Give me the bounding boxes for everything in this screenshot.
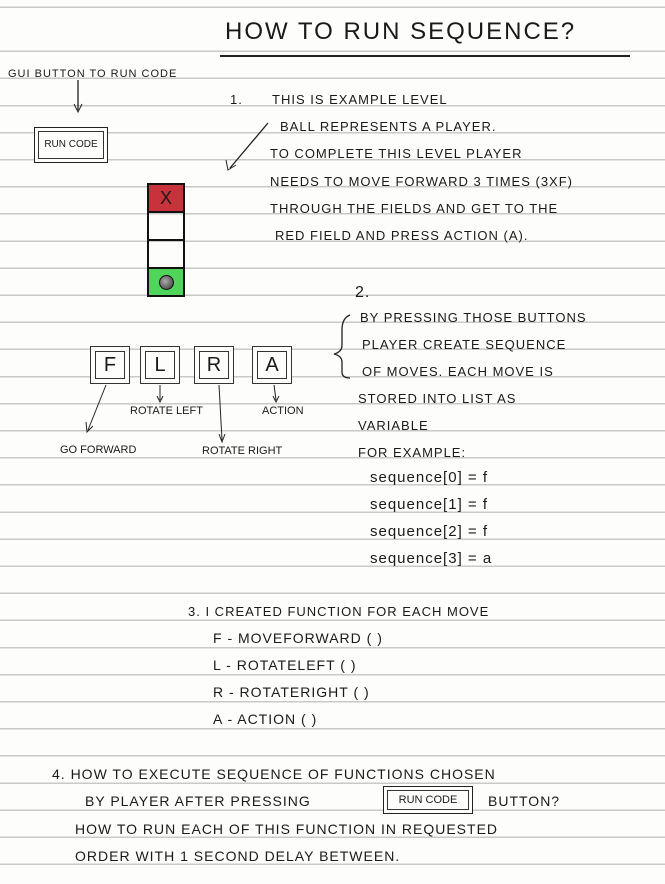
start-field bbox=[147, 267, 185, 297]
key-label: R bbox=[206, 353, 222, 376]
run-code-button-inline[interactable] bbox=[383, 786, 473, 814]
page-title: HOW TO RUN SEQUENCE? bbox=[225, 18, 577, 45]
sequence-item: sequence[3] = a bbox=[370, 550, 493, 567]
function-item: R - ROTATERIGHT ( ) bbox=[213, 684, 370, 700]
key-label: L bbox=[154, 353, 166, 376]
section-1-line: RED FIELD AND PRESS ACTION (A). bbox=[275, 228, 529, 243]
section-1-line: TO COMPLETE THIS LEVEL PLAYER bbox=[270, 146, 523, 161]
section-1-line: THROUGH THE FIELDS AND GET TO THE bbox=[270, 201, 559, 216]
section-2-line: STORED INTO LIST AS bbox=[358, 391, 517, 406]
section-1-line: NEEDS TO MOVE FORWARD 3 TIMES (3XF) bbox=[270, 174, 573, 189]
action-label: ACTION bbox=[262, 405, 304, 417]
section-3-heading: 3. I CREATED FUNCTION FOR EACH MOVE bbox=[188, 604, 490, 619]
section-2-line: OF MOVES. EACH MOVE IS bbox=[362, 364, 554, 379]
section-2-line: BY PRESSING THOSE BUTTONS bbox=[360, 310, 587, 325]
section-2-line: VARIABLE bbox=[358, 418, 429, 433]
forward-key[interactable] bbox=[90, 346, 130, 384]
action-key[interactable] bbox=[252, 346, 292, 384]
section-1-line: BALL REPRESENTS A PLAYER. bbox=[280, 119, 497, 134]
function-item: F - MOVEFORWARD ( ) bbox=[213, 630, 383, 646]
section-4-line: 4. HOW TO EXECUTE SEQUENCE OF FUNCTIONS CHOSEN bbox=[52, 766, 496, 782]
rotate-right-label: ROTATE RIGHT bbox=[202, 445, 283, 457]
function-item: A - ACTION ( ) bbox=[213, 711, 318, 727]
sequence-item: sequence[1] = f bbox=[370, 496, 488, 513]
section-4-line: BUTTON? bbox=[488, 793, 561, 809]
section-1-line: THIS IS EXAMPLE LEVEL bbox=[272, 92, 448, 107]
run-code-label: RUN CODE bbox=[398, 794, 458, 806]
key-label: A bbox=[265, 353, 279, 376]
ball-icon bbox=[159, 275, 174, 290]
gui-note: GUI BUTTON TO RUN CODE bbox=[8, 68, 178, 80]
section-2-line: PLAYER CREATE SEQUENCE bbox=[362, 337, 567, 352]
run-code-label: RUN CODE bbox=[44, 139, 98, 150]
x-mark-icon: X bbox=[159, 187, 172, 208]
function-item: L - ROTATELEFT ( ) bbox=[213, 657, 357, 673]
rotate-left-key[interactable] bbox=[140, 346, 180, 384]
goal-field bbox=[147, 183, 185, 213]
level-field bbox=[147, 211, 185, 241]
key-label: F bbox=[103, 353, 117, 376]
section-1-number: 1. bbox=[230, 92, 243, 107]
sequence-item: sequence[0] = f bbox=[370, 469, 488, 486]
section-2-line: FOR EXAMPLE: bbox=[358, 445, 467, 460]
section-4-line: BY PLAYER AFTER PRESSING bbox=[85, 793, 311, 809]
forward-label: GO FORWARD bbox=[60, 444, 137, 456]
sequence-item: sequence[2] = f bbox=[370, 523, 488, 540]
section-4-line: HOW TO RUN EACH OF THIS FUNCTION IN REQUESTED bbox=[75, 821, 499, 837]
rotate-left-label: ROTATE LEFT bbox=[130, 405, 203, 417]
section-2-number: 2. bbox=[355, 284, 371, 301]
rotate-right-key[interactable] bbox=[194, 346, 234, 384]
level-field bbox=[147, 239, 185, 269]
section-4-line: ORDER WITH 1 SECOND DELAY BETWEEN. bbox=[75, 848, 401, 864]
